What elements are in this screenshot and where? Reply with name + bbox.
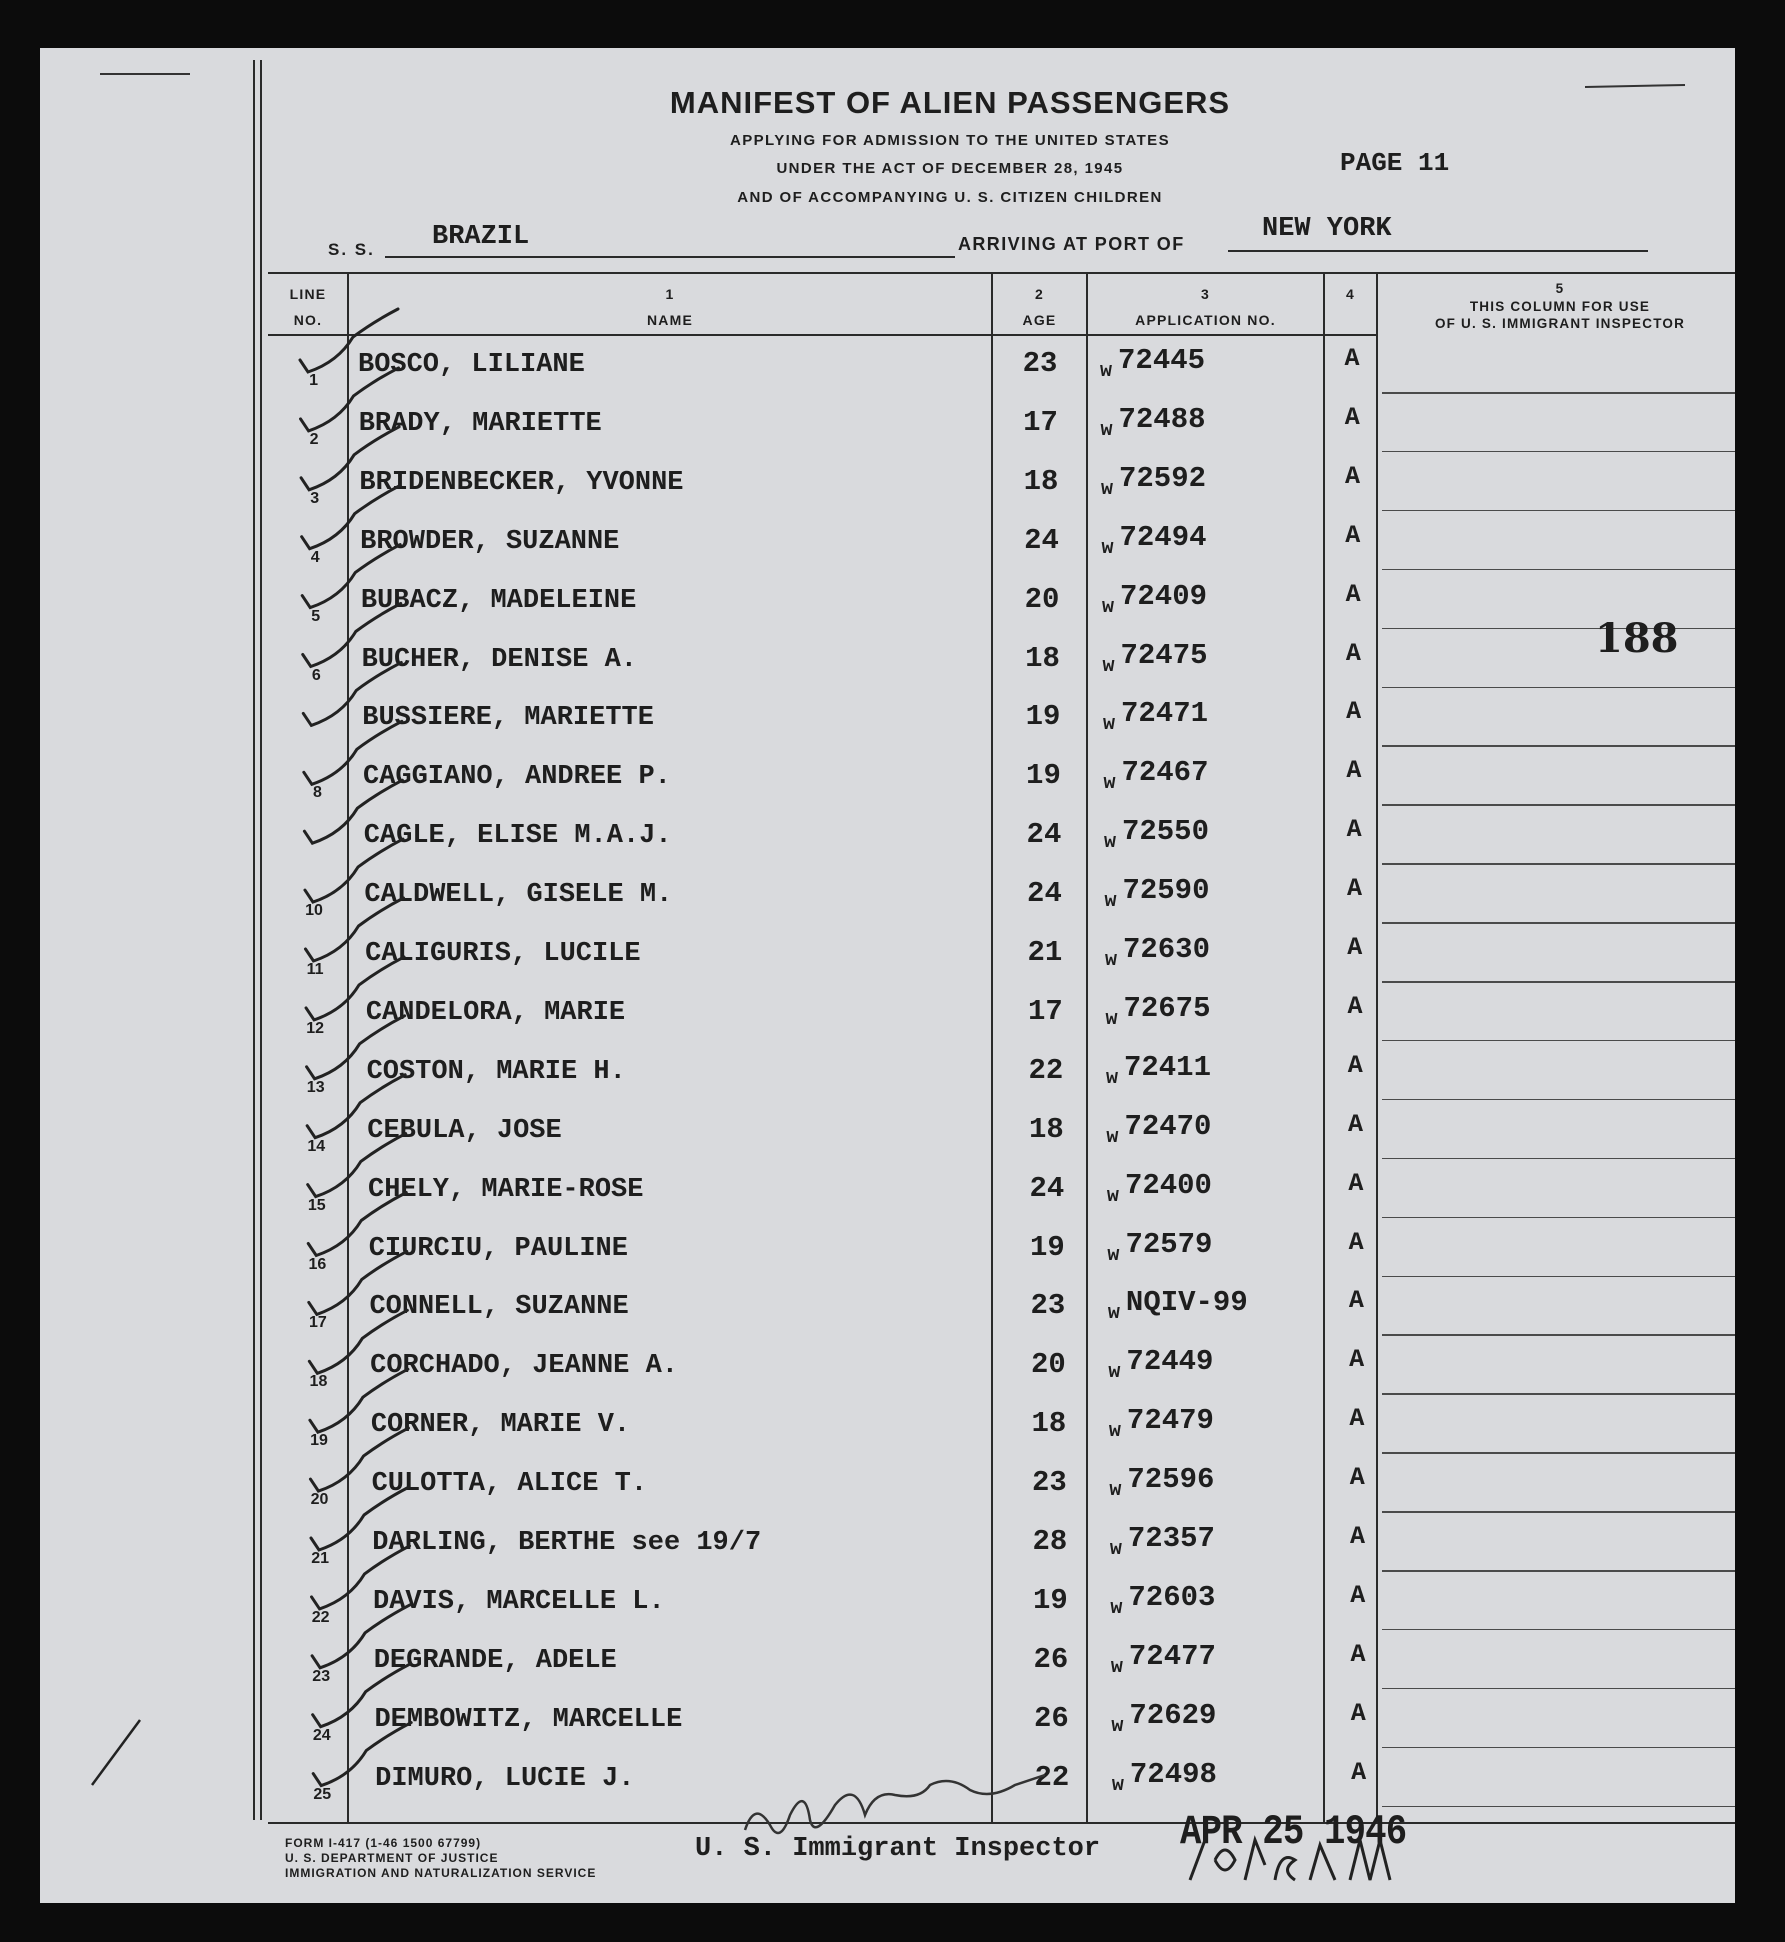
- row-application-prefix: w: [1106, 1125, 1119, 1149]
- port-label: ARRIVING AT PORT OF: [958, 234, 1185, 254]
- row-line-number: 10: [305, 902, 323, 920]
- check-mark: [309, 1310, 407, 1373]
- page-title: MANIFEST OF ALIEN PASSENGERS: [669, 85, 1231, 120]
- check-mark: [310, 1428, 408, 1491]
- row-application-prefix: w: [1110, 1596, 1123, 1620]
- row-age: 18: [1029, 1112, 1064, 1146]
- row-line-number: 17: [309, 1314, 327, 1332]
- check-mark: [306, 898, 404, 961]
- ship-name: BRAZIL: [432, 222, 530, 252]
- row-application-prefix: w: [1106, 1184, 1119, 1208]
- row-application-prefix: w: [1108, 1361, 1121, 1385]
- row-age: 26: [1033, 1642, 1069, 1676]
- row-application-value: 72550: [1121, 815, 1209, 849]
- row-age: 23: [1022, 347, 1058, 380]
- row-application-prefix: w: [1102, 654, 1115, 678]
- check-mark: [308, 1193, 406, 1256]
- row-line-number: 12: [306, 1019, 325, 1037]
- row-application-value: 72475: [1120, 638, 1208, 672]
- row-application-prefix: w: [1108, 1420, 1121, 1444]
- row-col4-code: A: [1347, 991, 1363, 1021]
- row-col4-code: A: [1344, 402, 1360, 432]
- row-application-prefix: w: [1110, 1655, 1123, 1679]
- row-application-prefix: w: [1100, 477, 1113, 501]
- row-application-value: 72603: [1128, 1580, 1216, 1614]
- row-passenger-name: DIMURO, LUCIE J.: [375, 1763, 635, 1794]
- row-line-number: 21: [311, 1550, 329, 1567]
- header-name: 1 NAME: [646, 286, 694, 329]
- row-age: 19: [1032, 1583, 1068, 1617]
- row-application-prefix: w: [1107, 1243, 1120, 1267]
- check-mark: [304, 780, 402, 843]
- row-application-value: NQIV-99: [1125, 1286, 1248, 1320]
- inspector-label: U. S. Immigrant Inspector: [695, 1834, 1101, 1864]
- row-passenger-name: CONNELL, SUZANNE: [369, 1292, 629, 1323]
- row-passenger-name: CALIGURIS, LUCILE: [365, 939, 641, 969]
- row-application-prefix: w: [1109, 1479, 1122, 1503]
- row-application-value: 72675: [1123, 991, 1211, 1025]
- row-application-prefix: w: [1107, 1302, 1120, 1326]
- row-passenger-name: DEMBOWITZ, MARCELLE: [374, 1704, 683, 1735]
- row-passenger-name: BUCHER, DENISE A.: [361, 644, 638, 675]
- page-subtitle-2: UNDER THE ACT OF DECEMBER 28, 1945: [776, 160, 1124, 177]
- row-age: 22: [1034, 1760, 1070, 1794]
- check-mark: [302, 486, 400, 549]
- row-age: 18: [1031, 1407, 1067, 1441]
- row-application-value: 72409: [1119, 579, 1207, 613]
- check-mark: [301, 368, 399, 431]
- check-mark: [305, 839, 403, 902]
- row-col4-code: A: [1351, 1757, 1367, 1787]
- port-name: NEW YORK: [1262, 214, 1392, 244]
- row-col4-code: A: [1347, 1050, 1363, 1080]
- row-col4-code: A: [1348, 1109, 1364, 1139]
- row-application-prefix: w: [1109, 1538, 1122, 1561]
- header-line-no: LINE NO.: [289, 286, 327, 329]
- row-age: 17: [1028, 994, 1063, 1028]
- row-col4-code: A: [1347, 933, 1363, 962]
- row-application-value: 72449: [1126, 1345, 1214, 1379]
- check-mark: [311, 1487, 409, 1550]
- row-application-prefix: w: [1100, 360, 1113, 383]
- row-line-number: 19: [310, 1432, 328, 1450]
- check-mark: [300, 309, 398, 372]
- row-line-number: 14: [307, 1137, 326, 1155]
- row-application-prefix: w: [1105, 1007, 1118, 1031]
- row-age: 28: [1032, 1525, 1068, 1558]
- row-application-value: 72596: [1127, 1463, 1215, 1497]
- row-line-number: 16: [308, 1255, 327, 1273]
- row-col4-code: A: [1346, 697, 1362, 727]
- row-col4-code: A: [1349, 1345, 1365, 1375]
- row-passenger-name: BUBACZ, MADELEINE: [360, 585, 637, 616]
- header-inspector: 5 THIS COLUMN FOR USE OF U. S. IMMIGRANT INSPECTOR: [1434, 281, 1686, 332]
- row-application-value: 72471: [1120, 697, 1208, 731]
- header-col4: 4: [1346, 286, 1355, 302]
- check-mark: [303, 662, 401, 725]
- row-age: 19: [1025, 700, 1061, 734]
- row-col4-code: A: [1345, 520, 1361, 550]
- row-line-number: 13: [306, 1078, 325, 1096]
- row-line-number: 18: [309, 1373, 328, 1391]
- row-application-value: 72479: [1126, 1404, 1214, 1438]
- check-mark: [304, 721, 402, 784]
- ship-label: S. S.: [328, 240, 375, 259]
- row-passenger-name: CEBULA, JOSE: [367, 1115, 562, 1146]
- check-mark: [310, 1369, 408, 1432]
- row-application-value: 72411: [1123, 1050, 1211, 1084]
- row-application-prefix: w: [1104, 949, 1117, 972]
- row-passenger-name: BRADY, MARIETTE: [358, 408, 602, 439]
- row-passenger-name: BROWDER, SUZANNE: [360, 526, 620, 557]
- row-application-value: 72590: [1122, 874, 1210, 908]
- corner-dash-right: [1585, 85, 1685, 87]
- row-age: 24: [1029, 1171, 1065, 1205]
- row-application-value: 72494: [1119, 520, 1207, 554]
- row-application-prefix: w: [1111, 1714, 1124, 1738]
- check-mark: [313, 1664, 411, 1727]
- row-line-number: 15: [307, 1196, 326, 1214]
- row-col4-code: A: [1348, 1227, 1364, 1257]
- check-mark: [301, 427, 399, 490]
- row-col4-code: A: [1350, 1639, 1366, 1669]
- row-application-prefix: w: [1103, 772, 1116, 796]
- date-stamp: APR 25 1946: [1180, 1808, 1407, 1856]
- row-age: 21: [1027, 936, 1063, 969]
- row-col4-code: A: [1348, 1286, 1364, 1316]
- row-application-value: 72357: [1127, 1522, 1215, 1555]
- row-age: 19: [1026, 759, 1061, 793]
- row-line-number: 11: [306, 961, 324, 978]
- row-col4-code: A: [1349, 1522, 1365, 1551]
- row-col4-code: A: [1345, 638, 1361, 668]
- check-mark: [312, 1605, 410, 1668]
- row-age: 19: [1030, 1230, 1065, 1264]
- row-application-prefix: w: [1102, 713, 1115, 737]
- row-application-value: 72592: [1119, 461, 1207, 495]
- row-age: 24: [1026, 818, 1062, 852]
- row-line-number: 4: [310, 548, 320, 566]
- row-application-prefix: w: [1103, 831, 1116, 855]
- row-line-number: 22: [311, 1608, 330, 1626]
- row-age: 20: [1031, 1348, 1066, 1382]
- row-line-number: 25: [313, 1785, 332, 1803]
- row-application-value: 72579: [1125, 1227, 1213, 1261]
- check-mark: [307, 1075, 405, 1138]
- row-passenger-name: DAVIS, MARCELLE L.: [373, 1586, 665, 1617]
- row-age: 24: [1024, 523, 1059, 557]
- row-line-number: 8: [312, 784, 322, 802]
- row-col4-code: A: [1346, 874, 1362, 904]
- row-age: 23: [1030, 1289, 1066, 1323]
- row-col4-code: A: [1345, 579, 1361, 609]
- page-subtitle-3: AND OF ACCOMPANYING U. S. CITIZEN CHILDREN: [737, 189, 1163, 206]
- row-col4-code: A: [1346, 815, 1362, 845]
- row-application-prefix: w: [1105, 1066, 1118, 1090]
- row-application-value: 72445: [1118, 344, 1206, 377]
- page-number: PAGE 11: [1340, 148, 1450, 178]
- check-mark: [308, 1134, 406, 1197]
- row-col4-code: A: [1344, 344, 1360, 373]
- row-age: 23: [1031, 1466, 1067, 1500]
- row-application-prefix: w: [1111, 1773, 1124, 1797]
- row-passenger-name: BRIDENBECKER, YVONNE: [359, 467, 684, 498]
- header-age: 2 AGE: [1022, 286, 1057, 329]
- row-application-prefix: w: [1104, 890, 1117, 914]
- check-mark: [303, 604, 401, 667]
- row-application-value: 72477: [1128, 1639, 1216, 1673]
- row-passenger-name: CULOTTA, ALICE T.: [371, 1469, 648, 1500]
- row-col4-code: A: [1345, 461, 1361, 491]
- row-application-value: 72467: [1121, 756, 1209, 790]
- row-col4-code: A: [1348, 1168, 1364, 1198]
- row-application-value: 72629: [1129, 1698, 1217, 1732]
- row-application-prefix: w: [1101, 536, 1114, 560]
- row-col4-code: A: [1350, 1580, 1366, 1610]
- row-application-value: 72498: [1129, 1757, 1217, 1791]
- row-line-number: 1: [309, 372, 318, 389]
- row-col4-code: A: [1346, 756, 1362, 786]
- page-subtitle-1: APPLYING FOR ADMISSION TO THE UNITED STATES: [730, 132, 1170, 149]
- row-age: 18: [1025, 641, 1060, 675]
- row-line-number: 5: [311, 607, 321, 625]
- row-age: 22: [1028, 1053, 1064, 1087]
- row-col4-code: A: [1350, 1698, 1366, 1728]
- row-passenger-name: CAGLE, ELISE M.A.J.: [363, 821, 672, 852]
- row-application-value: 72488: [1118, 402, 1206, 436]
- row-age: 26: [1033, 1701, 1069, 1735]
- header-application: 3 APPLICATION NO.: [1135, 286, 1276, 329]
- row-line-number: 20: [310, 1491, 329, 1509]
- check-mark: [312, 1546, 410, 1609]
- form-info: FORM I-417 (1-46 1500 67799) U. S. DEPARTMENT OF JUSTICE IMMIGRATION AND NATURALIZATION SERVICE: [285, 1836, 597, 1880]
- row-application-prefix: w: [1100, 418, 1113, 442]
- row-line-number: 24: [312, 1726, 331, 1744]
- row-age: 20: [1024, 582, 1060, 616]
- margin-slash-mark: [92, 1720, 140, 1785]
- row-age: 17: [1023, 405, 1058, 439]
- row-application-value: 72470: [1124, 1109, 1212, 1143]
- row-age: 18: [1023, 464, 1059, 498]
- row-line-number: 6: [311, 666, 321, 684]
- row-passenger-name: CAGGIANO, ANDREE P.: [363, 762, 671, 793]
- check-mark: [302, 545, 400, 608]
- signature-mark: [745, 1775, 1045, 1833]
- row-col4-code: A: [1349, 1463, 1365, 1493]
- row-line-number: 2: [309, 430, 319, 448]
- row-passenger-name: CORNER, MARIE V.: [370, 1410, 631, 1441]
- row-application-value: 72630: [1122, 933, 1210, 966]
- check-mark: [313, 1723, 411, 1786]
- row-passenger-name: CHELY, MARIE-ROSE: [368, 1174, 644, 1205]
- row-passenger-name: BUSSIERE, MARIETTE: [362, 703, 654, 734]
- row-age: 24: [1027, 877, 1062, 911]
- check-mark: [309, 1251, 407, 1314]
- row-passenger-name: COSTON, MARIE H.: [366, 1056, 626, 1087]
- row-passenger-name: CANDELORA, MARIE: [365, 997, 626, 1028]
- check-mark: [306, 957, 404, 1020]
- row-application-value: 72400: [1124, 1168, 1212, 1202]
- row-passenger-name: BOSCO, LILIANE: [358, 350, 585, 380]
- row-line-number: 3: [310, 489, 320, 507]
- handwritten-time-mark: [1190, 1840, 1390, 1880]
- row-passenger-name: CALDWELL, GISELE M.: [364, 880, 673, 911]
- row-passenger-name: CIURCIU, PAULINE: [368, 1233, 628, 1264]
- row-passenger-name: DEGRANDE, ADELE: [373, 1645, 617, 1676]
- row-line-number: 23: [312, 1667, 331, 1685]
- row-col4-code: A: [1349, 1404, 1365, 1434]
- check-mark: [307, 1016, 405, 1079]
- row-passenger-name: CORCHADO, JEANNE A.: [370, 1351, 678, 1382]
- row-application-prefix: w: [1101, 595, 1114, 619]
- row-passenger-name: DARLING, BERTHE see 19/7: [372, 1528, 762, 1558]
- stamp-number: 188: [1595, 615, 1679, 662]
